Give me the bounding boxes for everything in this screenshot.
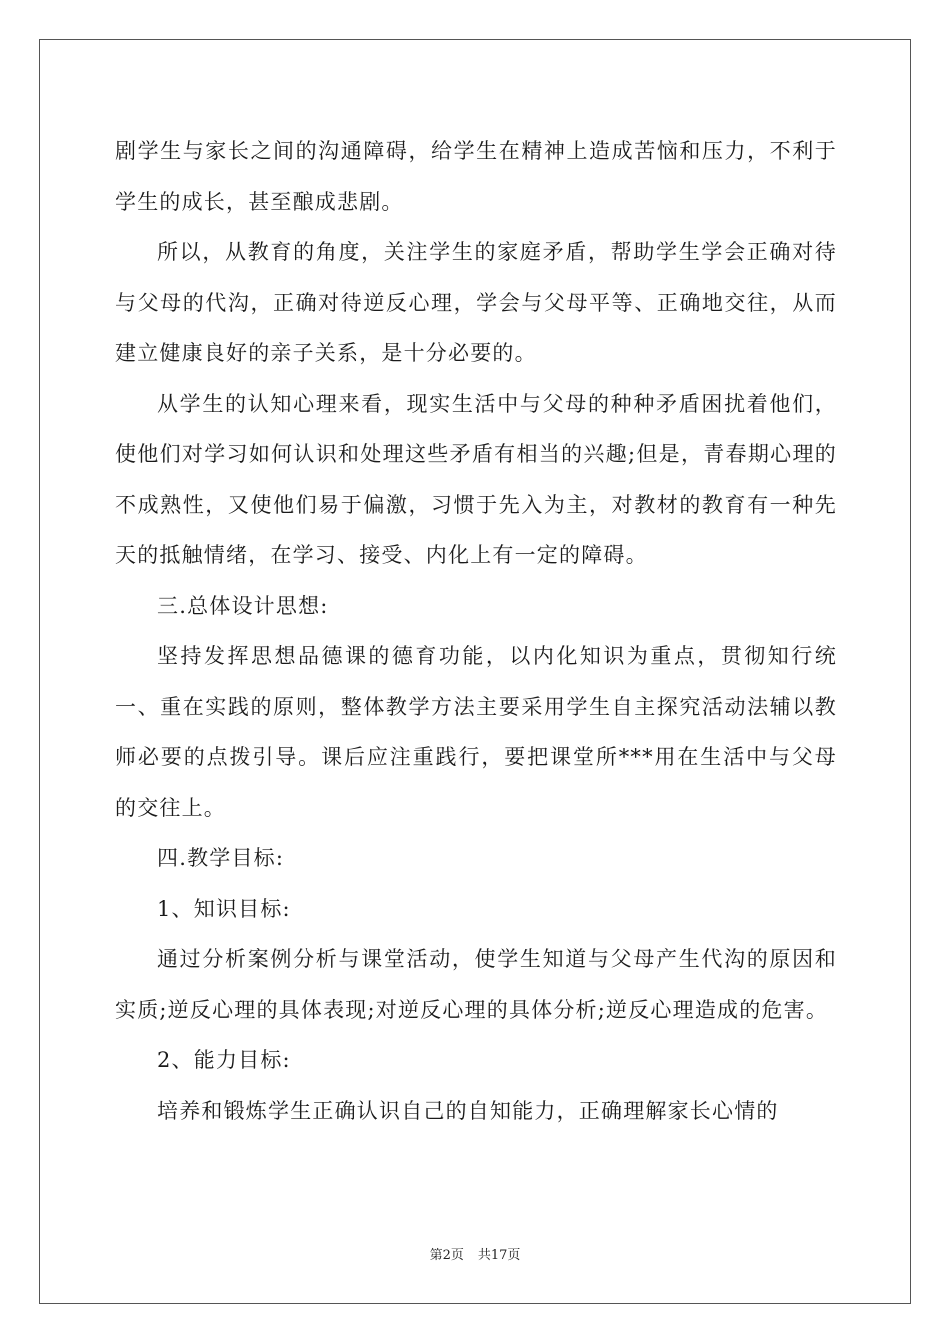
section-heading-4: 四.教学目标: (157, 846, 285, 870)
section-heading-3: 三.总体设计思想: (157, 593, 329, 618)
page-footer (0, 1244, 950, 1263)
page-total: 共17页 (477, 1248, 521, 1263)
subheading-knowledge: 1、知识目标: (157, 896, 291, 921)
paragraph-4: 坚持发挥思想品德课的德育功能，以内化知识为重点，贯彻知行统一、重在实践的原则，整体教学方法主要采用学生自主探究活动法辅以教师必要的点拨引导。课后应注重践行，要把课堂所***用在生活中与父母的交往上。 (115, 644, 837, 820)
paragraph-1: 剧学生与家长之间的沟通障碍，给学生在精神上造成苦恼和压力，不利于学生的成长，甚至酿成悲剧。 (115, 139, 837, 214)
subheading-ability: 2、能力目标: (157, 1048, 291, 1072)
page-number: 第2页 (429, 1248, 464, 1263)
paragraph-3: 从学生的认知心理来看，现实生活中与父母的种种矛盾困扰着他们，使他们对学习如何认识和处理这些矛盾有相当的兴趣;但是，青春期心理的不成熟性，又使他们易于偏激，习惯于先入为主，对教材的教育有一种先天的抵触情绪，在学习、接受、内化上有一定的障碍。 (115, 391, 837, 567)
document-body (115, 126, 837, 1136)
paragraph-6: 培养和锻炼学生正确认识自己的自知能力，正确理解家长心情的 (157, 1098, 779, 1123)
paragraph-5: 通过分析案例分析与课堂活动，使学生知道与父母产生代沟的原因和实质;逆反心理的具体表现;对逆反心理的具体分析;逆反心理造成的危害。 (115, 947, 837, 1022)
paragraph-2: 所以，从教育的角度，关注学生的家庭矛盾，帮助学生学会正确对待与父母的代沟，正确对待逆反心理，学会与父母平等、正确地交往，从而建立健康良好的亲子关系，是十分必要的。 (115, 240, 837, 365)
